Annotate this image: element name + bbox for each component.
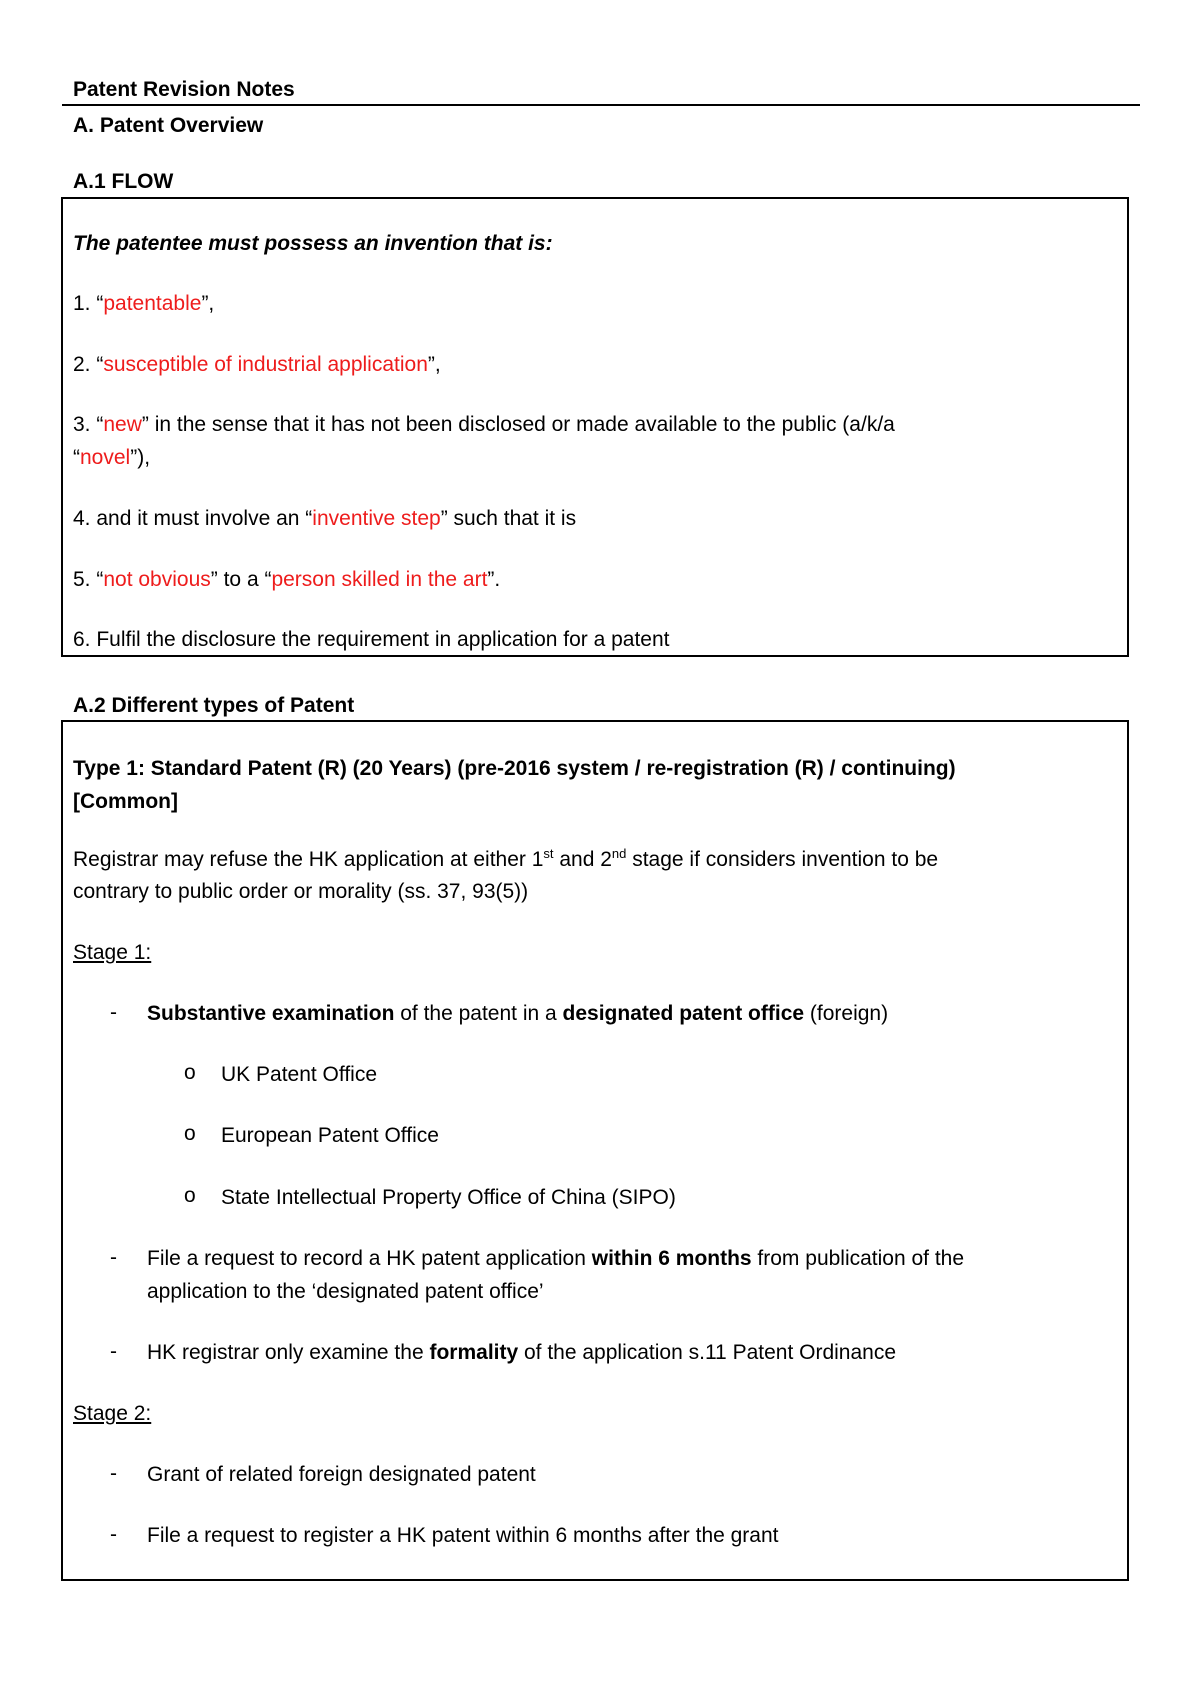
office-item: State Intellectual Property Office of China (SIPO) — [221, 1186, 676, 1209]
bullet-dash: - — [110, 1340, 117, 1363]
office-item: UK Patent Office — [221, 1063, 378, 1086]
flow-title: A.1 FLOW — [73, 170, 174, 193]
type1-heading-cont: [Common] — [73, 790, 178, 813]
sub-bullet-marker: o — [184, 1184, 196, 1207]
stage2-label: Stage 2: — [73, 1402, 152, 1425]
registrar-text: Registrar may refuse the HK application at either 1st and 2nd stage if considers invention to be — [73, 846, 939, 871]
flow-intro: The patentee must possess an invention that is: — [73, 232, 553, 255]
flow-item-3: 3. “new” in the sense that it has not been disclosed or made available to the public (a/k/a — [73, 413, 895, 436]
stage1-bullet-3: HK registrar only examine the formality of the application s.11 Patent Ordinance — [147, 1341, 897, 1364]
bullet-dash: - — [110, 1246, 117, 1269]
flow-item-6: 6. Fulfil the disclosure the requirement in application for a patent — [73, 628, 670, 651]
stage2-bullet-2: File a request to register a HK patent within 6 months after the grant — [147, 1524, 779, 1547]
document-title: Patent Revision Notes — [73, 78, 295, 101]
registrar-text-cont: contrary to public order or morality (ss. 37, 93(5)) — [73, 880, 529, 903]
stage2-bullet-1: Grant of related foreign designated patent — [147, 1463, 536, 1486]
bullet-dash: - — [110, 1001, 117, 1024]
bullet-dash: - — [110, 1462, 117, 1485]
sub-bullet-marker: o — [184, 1061, 196, 1084]
flow-item-5: 5. “not obvious” to a “person skilled in the art”. — [73, 568, 501, 591]
section-a-title: A. Patent Overview — [73, 114, 264, 137]
stage1-bullet-1: Substantive examination of the patent in a designated patent office (foreign) — [147, 1002, 889, 1025]
office-item: European Patent Office — [221, 1124, 439, 1147]
stage1-label: Stage 1: — [73, 941, 152, 964]
stage1-bullet-2: File a request to record a HK patent application within 6 months from publication of the — [147, 1247, 965, 1270]
flow-item-4: 4. and it must involve an “inventive step” such that it is — [73, 507, 577, 530]
flow-item-3-cont: “novel”), — [73, 446, 151, 469]
bullet-dash: - — [110, 1523, 117, 1546]
flow-item-2: 2. “susceptible of industrial application”, — [73, 353, 441, 376]
type1-heading: Type 1: Standard Patent (R) (20 Years) (pre-2016 system / re-registration (R) / continuing) — [73, 757, 956, 780]
title-rule — [62, 104, 1140, 106]
types-title: A.2 Different types of Patent — [73, 694, 355, 717]
flow-item-1: 1. “patentable”, — [73, 292, 215, 315]
sub-bullet-marker: o — [184, 1122, 196, 1145]
stage1-bullet-2-cont: application to the ‘designated patent office’ — [147, 1280, 544, 1303]
